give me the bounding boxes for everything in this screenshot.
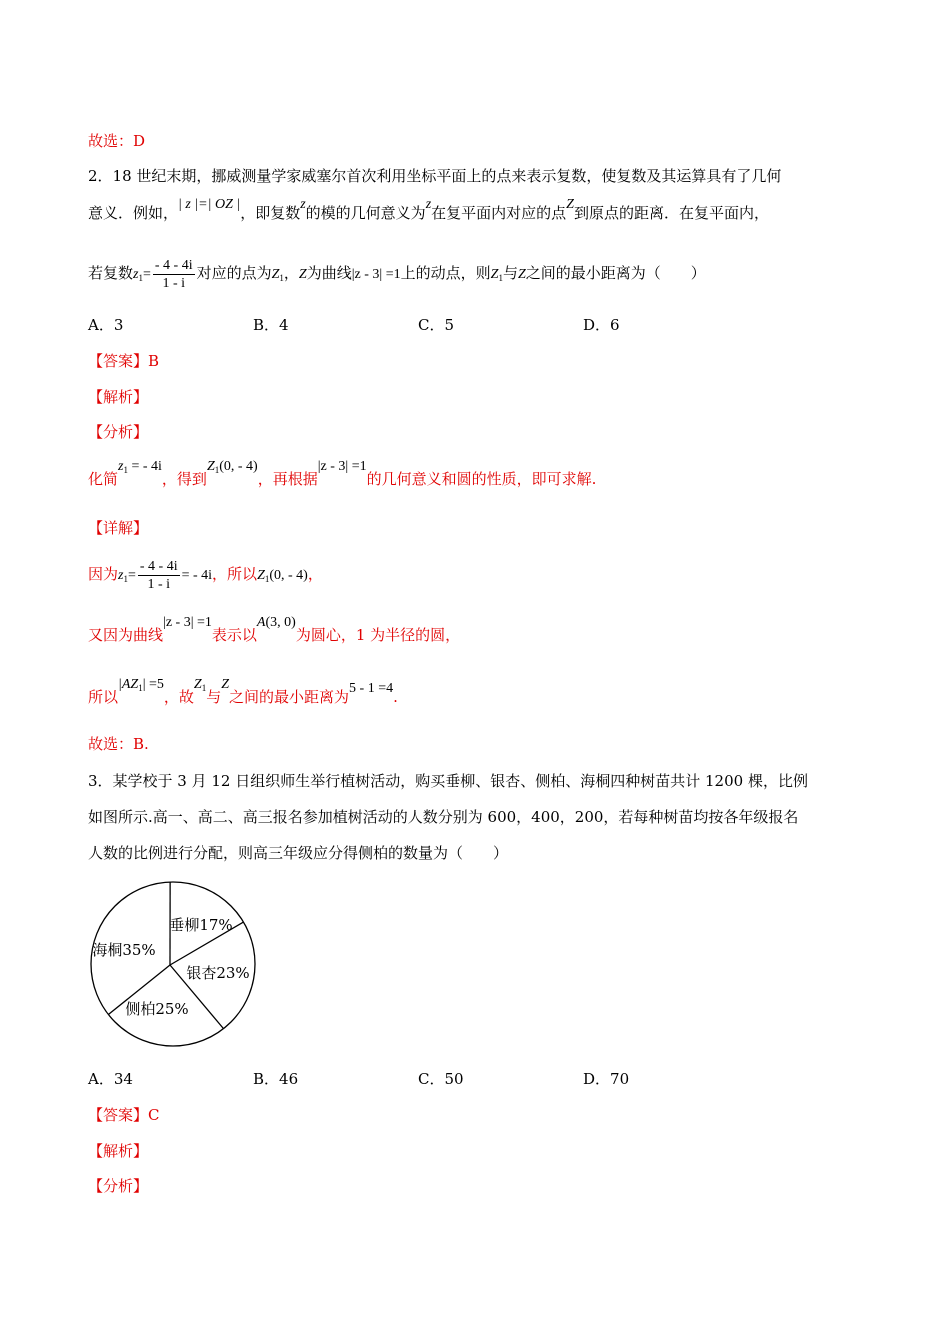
q3-analysis-header: 【解析】 [88,1142,149,1160]
q2-answer: 【答案】B [88,352,160,370]
math-curve: |z - 3| =1 [317,459,367,474]
pie-chart [84,876,264,1056]
q3-answer: 【答案】C [88,1106,160,1124]
math-Z1: Z [271,267,280,282]
text: ，故 [163,688,194,706]
math-Z1: Z [490,267,499,282]
math-sub: 1 [138,273,143,283]
math-Z1: Z [257,568,265,583]
math-sub: 1 [498,273,503,283]
text: 的几何意义和圆的性质，即可求解. [366,470,597,488]
q3-stem-line1: 3．某学校于 3 月 12 日组织师生举行植树活动，购买垂柳、银杏、侧柏、海桐四种树苗共计 1200 棵，比例 [88,772,808,790]
math-expr: 5 - 1 =4 [349,681,394,696]
math-Z: Z [221,677,230,692]
math-point: (0, - 4) [219,459,258,474]
math-sub: 1 [264,574,270,584]
q3-option-a[interactable]: A．34 [88,1070,133,1088]
text: ， [283,264,299,282]
q2-option-c[interactable]: C．5 [418,316,455,334]
text: 化简 [88,470,119,488]
q2-option-a[interactable]: A．3 [88,316,124,334]
math-point: (3, 0) [265,615,296,630]
text: ， [307,565,323,583]
math-eq: = [127,568,136,583]
math-Z: Z [566,197,574,212]
math-sub: 1 [279,273,284,283]
q2-fenxi-text [88,459,597,495]
text: 与 [502,264,518,282]
text: 所以 [88,688,119,706]
denominator: 1 - i [147,576,171,592]
q2-conclusion: 故选：B. [88,735,149,753]
text: 到原点的距离．在复平面内， [573,204,769,222]
q2-stem-line1: 2．18 世纪末期，挪威测量学家威塞尔首次利用坐标平面上的点来表示复数，使复数及其运算具有了几何 [88,167,782,185]
text: 表示以 [211,626,257,644]
pie-slice-label: 海桐35% [92,941,156,959]
math-point: (0, - 4) [269,568,308,583]
text: ，再根据 [257,470,318,488]
math-sub: 1 [214,465,220,475]
text: 又因为曲线 [88,626,164,644]
math-sub: 1 [201,683,207,693]
pie-slice-label: 银杏23% [186,964,250,982]
q2-option-d[interactable]: D．6 [583,316,620,334]
denominator: 1 - i [162,275,186,291]
math-z: z [118,459,124,474]
math-expr: = - 4i [181,568,213,583]
numerator: - 4 - 4i [139,558,178,574]
q3-stem-line2: 如图所示.高一、高二、高三报名参加植树活动的人数分别为 600，400，200，若每种树苗均按各年级报名 [88,808,799,826]
q2-stem-line2 [88,197,769,226]
q3-stem-line3: 人数的比例进行分配，则高三年级应分得侧柏的数量为（ ） [88,844,509,862]
math-expr: = - 4i [127,459,162,474]
math-Z: Z [298,267,307,282]
text: 因为 [88,565,119,583]
math-curve: |z - 3| =1 [351,267,401,282]
q1-conclusion: 故选：D [88,132,146,150]
text: 对应的点为 [196,264,272,282]
pie-slice-label: 垂柳17% [169,916,233,934]
pie-slice-label: 侧柏25% [125,1000,189,1018]
text: ，得到 [161,470,207,488]
math-sub: 1 [123,574,128,584]
math-z1: z [133,267,139,282]
math-z1: z [118,568,124,583]
math-modulus: | z |=| OZ | [178,197,241,212]
text: 上的动点，则 [400,264,491,282]
fraction [153,257,195,292]
text: ，所以 [212,565,258,583]
q2-detail-line2 [88,615,461,648]
text: 与 [206,688,222,706]
q2-stem-line3 [88,256,706,295]
q2-detail-line1 [88,556,323,597]
text: 为曲线 [306,264,352,282]
q2-detail-header: 【详解】 [88,519,149,537]
text: 在复平面内对应的点 [431,204,567,222]
math-eq: = [142,267,151,282]
q3-option-b[interactable]: B．46 [253,1070,299,1088]
numerator: - 4 - 4i [154,257,193,273]
math-sub: 1 [123,465,128,475]
text: 意义．例如， [88,204,179,222]
text: 为圆心，1 为半径的圆， [295,626,461,644]
text: . [393,688,398,706]
math-expr: | =5 [142,677,164,692]
q2-detail-line3 [88,677,398,713]
math-curve: |z - 3| =1 [163,615,212,630]
q2-analysis-header: 【解析】 [88,388,149,406]
math-sub: 1 [138,683,143,693]
math-Z: Z [517,267,526,282]
math-Z: Z [206,459,215,474]
math-AZ: |AZ [118,677,139,692]
q3-fenxi-header: 【分析】 [88,1177,149,1195]
math-z: z [300,197,306,212]
text: 之间的最小距离为（ ） [525,264,706,282]
q3-option-d[interactable]: D．70 [583,1070,630,1088]
q2-option-b[interactable]: B．4 [253,316,289,334]
math-A: A [256,615,266,630]
text: ，即复数 [240,204,301,222]
fraction [138,558,180,593]
q2-fenxi-header: 【分析】 [88,423,149,441]
math-z: z [425,197,432,212]
text: 的模的几何意义为 [305,204,426,222]
text: 之间的最小距离为 [229,688,350,706]
math-Z1: Z [193,677,202,692]
q3-option-c[interactable]: C．50 [418,1070,464,1088]
text: 若复数 [88,264,134,282]
